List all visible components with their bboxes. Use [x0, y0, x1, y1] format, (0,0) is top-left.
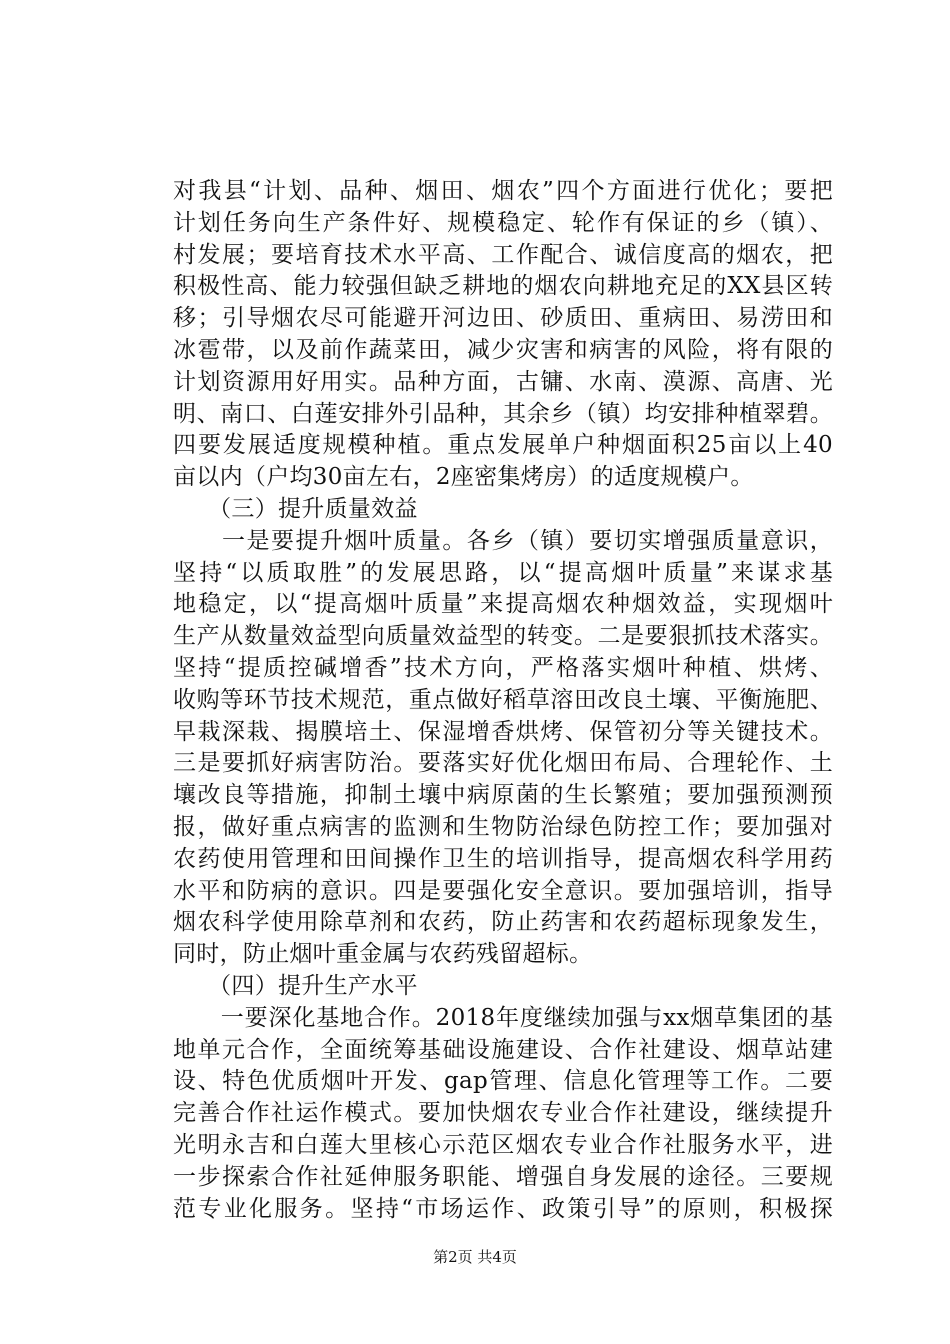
- text-line: 坚持“提质控碱增香”技术方向，严格落实烟叶种植、烘烤、: [173, 654, 833, 681]
- text-line: 烟农科学使用除草剂和农药，防止药害和农药超标现象发生，: [173, 909, 833, 936]
- text-line: 一要深化基地合作。2018年度继续加强与xx烟草集团的基: [173, 1004, 833, 1031]
- text-line: 亩以内（户均30亩左右，2座密集烤房）的适度规模户。: [173, 464, 754, 491]
- text-line: 设、特色优质烟叶开发、gap管理、信息化管理等工作。二要: [173, 1068, 833, 1095]
- text-line: （三）提升质量效益: [173, 495, 418, 522]
- text-line: 计划任务向生产条件好、规模稳定、轮作有保证的乡（镇）、: [173, 209, 833, 236]
- text-line: 坚持“以质取胜”的发展思路，以“提高烟叶质量”来谋求基: [173, 559, 833, 586]
- text-line: 收购等环节技术规范，重点做好稻草溶田改良土壤、平衡施肥、: [173, 686, 833, 713]
- text-line: 农药使用管理和田间操作卫生的培训指导，提高烟农科学用药: [173, 845, 833, 872]
- text-line: 水平和防病的意识。四是要强化安全意识。要加强培训，指导: [173, 877, 833, 904]
- text-line: 移；引导烟农尽可能避开河边田、砂质田、重病田、易涝田和: [173, 305, 833, 332]
- text-line: （四）提升生产水平: [173, 972, 418, 999]
- text-line: 地稳定，以“提高烟叶质量”来提高烟农种烟效益，实现烟叶: [173, 591, 833, 618]
- text-line: 计划资源用好用实。品种方面，古镛、水南、漠源、高唐、光: [173, 368, 833, 395]
- text-line: 壤改良等措施，抑制土壤中病原菌的生长繁殖；要加强预测预: [173, 782, 833, 809]
- text-line: 范专业化服务。坚持“市场运作、政策引导”的原则，积极探: [173, 1195, 833, 1222]
- text-line: 生产从数量效益型向质量效益型的转变。二是要狠抓技术落实。: [173, 623, 833, 650]
- text-line: 村发展；要培育技术水平高、工作配合、诚信度高的烟农，把: [173, 241, 833, 268]
- text-line: 报，做好重点病害的监测和生物防治绿色防控工作；要加强对: [173, 813, 833, 840]
- text-line: 三是要抓好病害防治。要落实好优化烟田布局、合理轮作、土: [173, 750, 833, 777]
- text-line: 一是要提升烟叶质量。各乡（镇）要切实增强质量意识，: [173, 527, 833, 554]
- text-line: 冰雹带，以及前作蔬菜田，减少灾害和病害的风险，将有限的: [173, 336, 833, 363]
- text-line: 地单元合作，全面统筹基础设施建设、合作社建设、烟草站建: [173, 1036, 833, 1063]
- text-line: 四要发展适度规模种植。重点发展单户种烟面积25亩以上40: [173, 432, 833, 459]
- text-line: 明、南口、白莲安排外引品种，其余乡（镇）均安排种植翠碧。: [173, 400, 833, 427]
- text-line: 积极性高、能力较强但缺乏耕地的烟农向耕地充足的XX县区转: [173, 273, 833, 300]
- text-line: 完善合作社运作模式。要加快烟农专业合作社建设，继续提升: [173, 1100, 833, 1127]
- text-line: 光明永吉和白莲大里核心示范区烟农专业合作社服务水平，进: [173, 1131, 833, 1158]
- body-text: [173, 176, 833, 1225]
- page-footer: 第2页 共4页: [433, 1248, 517, 1266]
- text-line: 同时，防止烟叶重金属与农药残留超标。: [173, 941, 593, 968]
- text-line: 对我县“计划、品种、烟田、烟农”四个方面进行优化；要把: [173, 178, 833, 204]
- text-line: 一步探索合作社延伸服务职能、增强自身发展的途径。三要规: [173, 1163, 833, 1190]
- text-line: 早栽深栽、揭膜培土、保湿增香烘烤、保管初分等关键技术。: [173, 718, 833, 745]
